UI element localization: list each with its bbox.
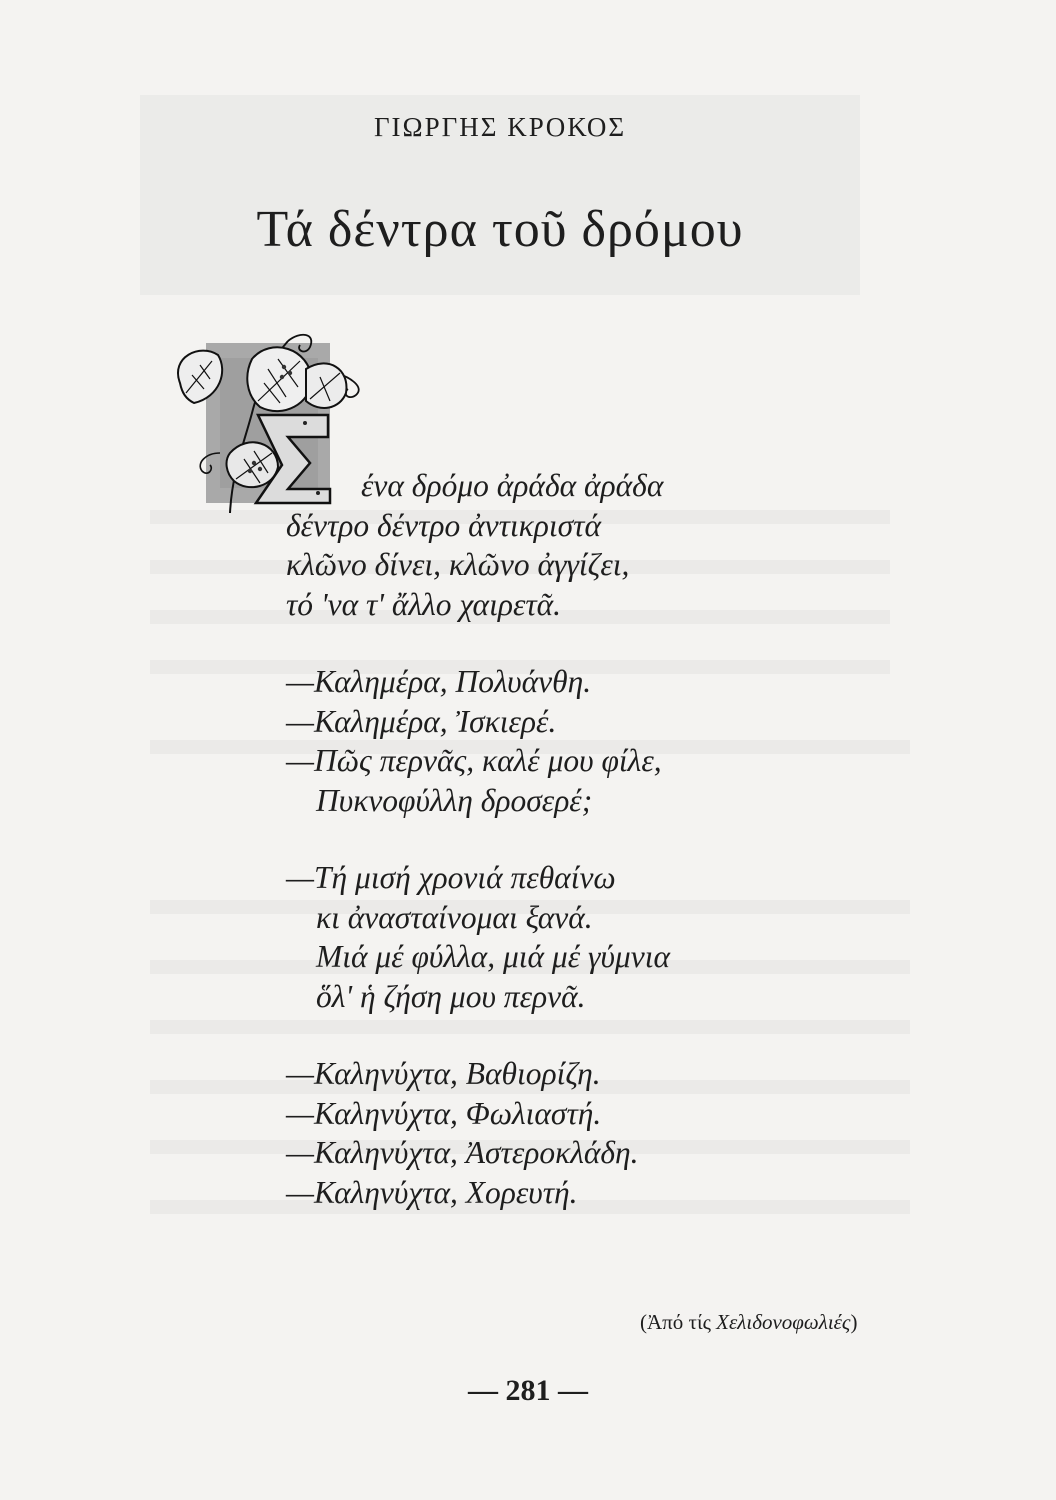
poem-line: —Τή μισή χρονιά πεθαίνω bbox=[286, 860, 616, 895]
stanza-3 bbox=[286, 858, 670, 1016]
poem-line: Μιά μέ φύλλα, μιά μέ γύμνια bbox=[316, 939, 670, 974]
poem-line: δέντρο δέντρο ἀντικριστά bbox=[286, 507, 601, 543]
source-suffix: ) bbox=[850, 1310, 858, 1334]
poem-title: Τά δέντρα τοῦ δρόμου bbox=[256, 201, 744, 258]
poem-line: —Καληνύχτα, Χορευτή. bbox=[286, 1174, 578, 1210]
poem-line: κι ἀνασταίνομαι ξανά. bbox=[316, 899, 593, 935]
source-prefix: (Ἀπό τίς bbox=[640, 1310, 711, 1334]
author-name: ΓΙΩΡΓΗΣ ΚΡΟΚΟΣ bbox=[373, 112, 627, 142]
poem-line: τό 'να τ' ἄλλο χαιρετᾶ. bbox=[286, 586, 562, 622]
poem-line: —Καληνύχτα, Φωλιαστή. bbox=[286, 1095, 602, 1131]
poem-line: —Καλημέρα, Πολυάνθη. bbox=[286, 664, 592, 699]
poem-line: —Καληνύχτα, Βαθιορίζη. bbox=[286, 1056, 601, 1091]
poem-line: ένα δρόμο ἀράδα ἀράδα bbox=[361, 468, 664, 503]
poem-line: Πυκνοφύλλη δροσερέ; bbox=[316, 782, 593, 818]
stanza-1 bbox=[286, 466, 670, 624]
poem-line: κλῶνο δίνει, κλῶνο ἀγγίζει, bbox=[286, 547, 630, 582]
poem-line: —Καληνύχτα, Ἀστεροκλάδη. bbox=[286, 1135, 639, 1170]
page-number: — 281 — bbox=[468, 1374, 588, 1407]
stanza-2 bbox=[286, 662, 670, 820]
stanza-4 bbox=[286, 1054, 670, 1212]
poem-line: —Καλημέρα, Ἰσκιερέ. bbox=[286, 703, 557, 739]
poem-body bbox=[286, 466, 670, 1212]
poem-line: ὅλ' ἡ ζήση μου περνᾶ. bbox=[316, 978, 586, 1014]
source-citation bbox=[640, 1310, 857, 1335]
source-work-title: Χελιδονοφωλιές bbox=[716, 1310, 851, 1334]
poem-line: —Πῶς περνᾶς, καλέ μου φίλε, bbox=[286, 743, 662, 778]
